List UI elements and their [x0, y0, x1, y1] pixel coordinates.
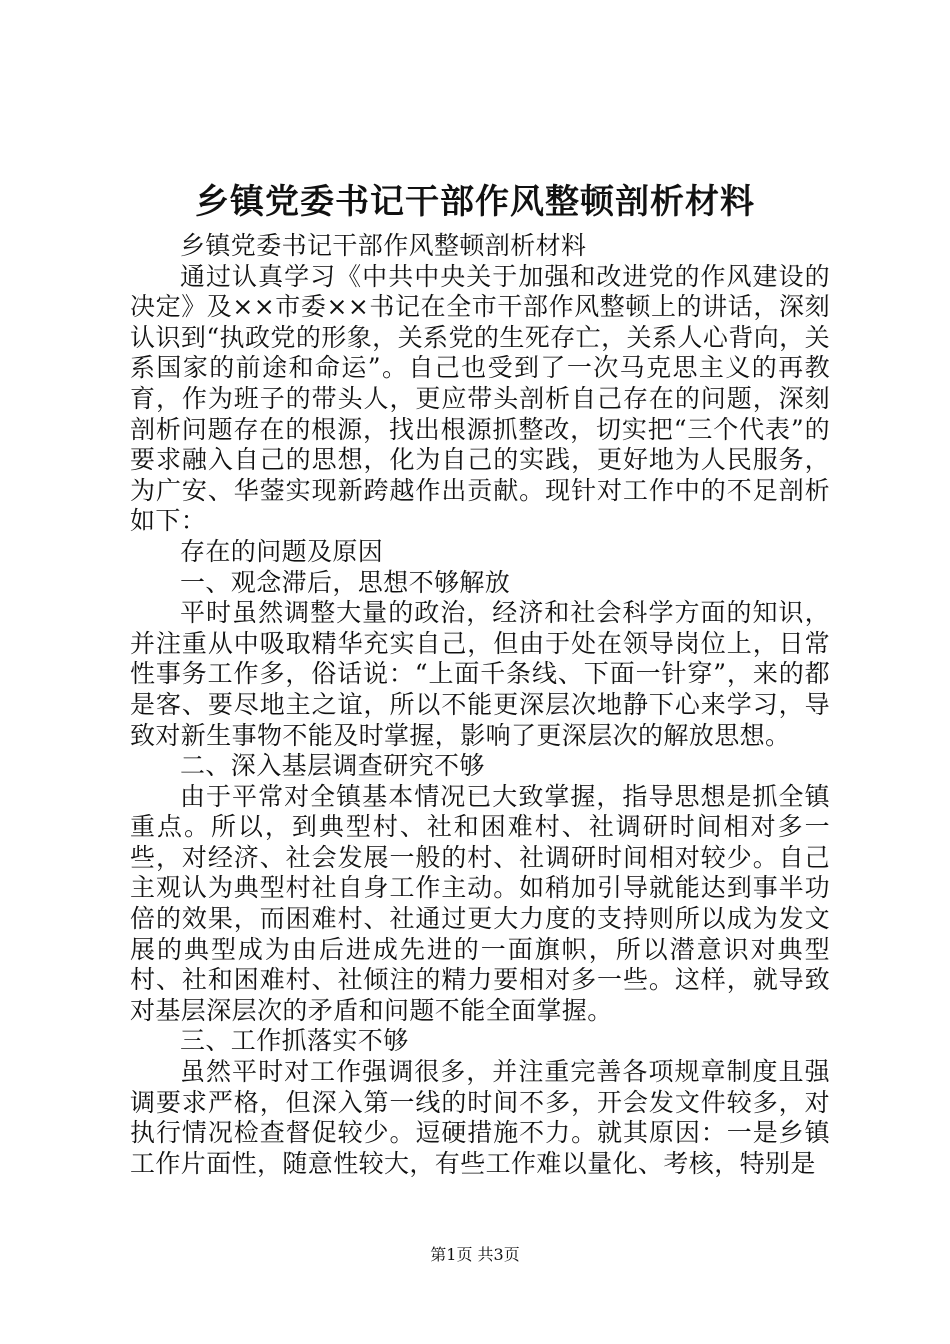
paragraph-3: 虽然平时对工作强调很多，并注重完善各项规章制度且强调要求严格，但深入第一线的时间不多，开会发文件较多，对执行情况检查督促较少。逗硬措施不力。就其原因：一是乡镇工作片面性，随意性较大，有些工作难以量化、考核，特别是: [130, 1057, 830, 1178]
paragraph-2: 由于平常对全镇基本情况已大致掌握，指导思想是抓全镇重点。所以，到典型村、社和困难村、社调研时间相对多一些，对经济、社会发展一般的村、社调研时间相对较少。自己主观认为典型村社自身工作主动。如稍加引导就能达到事半功倍的效果，而困难村、社通过更大力度的支持则所以成为发文展的典型成为由后进成先进的一面旗帜，所以潜意识对典型村、社和困难村、社倾注的精力要相对多一些。这样，就导致对基层深层次的矛盾和问题不能全面掌握。: [130, 781, 830, 1025]
paragraph-intro: 通过认真学习《中共中央关于加强和改进党的作风建设的决定》及××市委××书记在全市干部作风整顿上的讲话，深刻认识到“执政党的形象，关系党的生死存亡，关系人心背向，关系国家的前途和命运”。自己也受到了一次马克思主义的再教育，作为班子的带头人，更应带头剖析自己存在的问题，深刻剖析问题存在的根源，找出根源抓整改，切实把“三个代表”的要求融入自己的思想，化为自己的实践，更好地为人民服务，为广安、华蓥实现新跨越作出贡献。现针对工作中的不足剖析如下：: [130, 261, 830, 536]
paragraph-subtitle: 乡镇党委书记干部作风整顿剖析材料: [180, 231, 587, 260]
document-body: [130, 231, 830, 1179]
subsection-heading-3: 三、工作抓落实不够: [180, 1026, 409, 1056]
paragraph-1: 平时虽然调整大量的政治，经济和社会科学方面的知识，并注重从中吸取精华充实自己，但由于处在领导岗位上，日常性事务工作多，俗话说：“上面千条线、下面一针穿”，来的都是客、要尽地主之谊，所以不能更深层次地静下心来学习，导致对新生事物不能及时掌握，影响了更深层次的解放思想。: [130, 598, 830, 750]
subsection-heading-1: 一、观念滞后，思想不够解放: [180, 567, 511, 597]
subsection-heading-2: 二、深入基层调查研究不够: [180, 751, 485, 781]
page-footer: 第1页 共3页: [430, 1245, 520, 1264]
document-title: 乡镇党委书记干部作风整顿剖析材料: [195, 182, 755, 222]
section-heading: 存在的问题及原因: [180, 536, 384, 566]
